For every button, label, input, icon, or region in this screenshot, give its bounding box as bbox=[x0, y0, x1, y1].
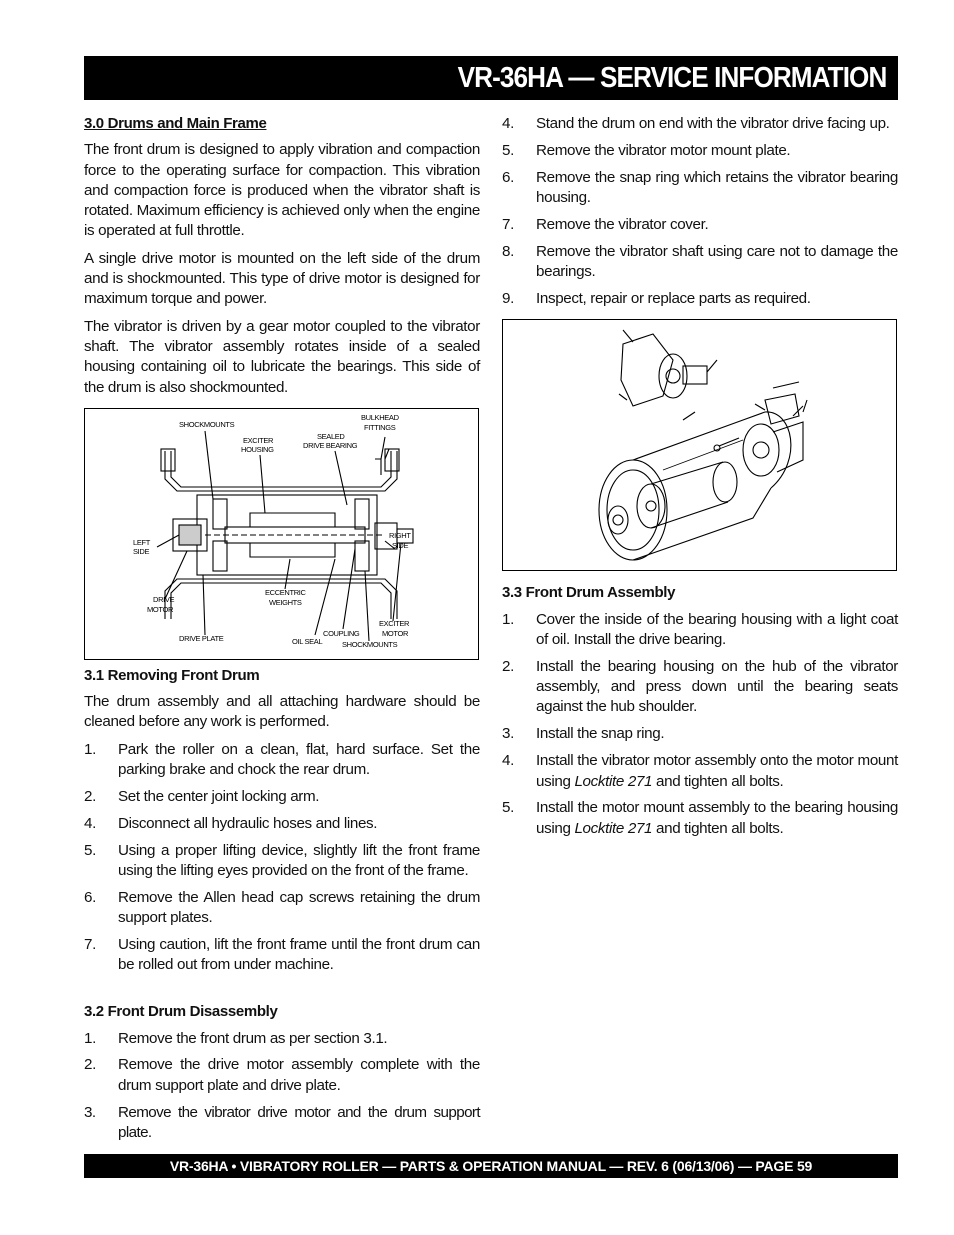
section-heading: 3.1 Removing Front Drum bbox=[84, 666, 260, 684]
list-item: 6. Remove the Allen head cap screws retaining the drum support plates. bbox=[84, 888, 480, 927]
list-item: 2. Remove the drive motor assembly complete with the drum support plate and drive plate. bbox=[84, 1056, 480, 1094]
label-eccentric-weights: WEIGHTS bbox=[269, 597, 302, 607]
label-exciter-housing: EXCITER bbox=[243, 435, 274, 445]
list-item: 3. Remove the vibrator drive motor and the drum support plate. bbox=[84, 1103, 480, 1141]
label-coupling: COUPLING bbox=[323, 628, 360, 638]
label-drive-motor: DRIVE bbox=[153, 594, 175, 604]
label-sealed-drive-bearing: SEALED bbox=[317, 431, 345, 441]
drum-exploded-figure bbox=[502, 319, 897, 571]
label-sealed-drive-bearing: DRIVE BEARING bbox=[303, 440, 358, 450]
label-bulkhead-fittings: FITTINGS bbox=[364, 422, 396, 432]
label-oil-seal: OIL SEAL bbox=[292, 636, 323, 646]
list-item: 6. Remove the snap ring which retains the vibrator bearing housing. bbox=[502, 168, 898, 207]
left-column bbox=[84, 114, 480, 1150]
list-item: 5. Using a proper lifting device, slightly lift the front frame using the lifting eyes provided on the front of the frame. bbox=[84, 841, 480, 880]
label-shockmounts: SHOCKMOUNTS bbox=[179, 419, 235, 429]
disassembly-steps-continued bbox=[502, 114, 898, 309]
page-footer bbox=[84, 1154, 898, 1178]
page-header bbox=[84, 56, 898, 100]
label-right-side: SIDE bbox=[392, 540, 409, 550]
paragraph: The vibrator is driven by a gear motor coupled to the vibrator shaft. The vibrator assembly rotates inside of a sealed housing containing oil to lubricate the bearings. This side of the drum is also shockmounted. bbox=[84, 317, 480, 396]
drum-cross-section-figure bbox=[84, 408, 479, 660]
list-item: 4. Stand the drum on end with the vibrator drive facing up. bbox=[502, 115, 890, 132]
list-item: 9. Inspect, repair or replace parts as required. bbox=[502, 290, 811, 308]
label-drive-plate: DRIVE PLATE bbox=[179, 633, 224, 643]
label-drive-motor: MOTOR bbox=[147, 604, 174, 614]
list-item: 5. Remove the vibrator motor mount plate. bbox=[502, 141, 791, 159]
drum-exploded-drawing bbox=[503, 320, 896, 570]
section-heading: 3.0 Drums and Main Frame bbox=[84, 115, 267, 132]
list-item: 1. Remove the front drum as per section 3.1. bbox=[84, 1029, 388, 1047]
label-left-side: SIDE bbox=[133, 546, 150, 556]
label-exciter-motor: EXCITER bbox=[379, 618, 410, 628]
assembly-steps-list bbox=[502, 610, 898, 839]
label-right-side: RIGHT bbox=[389, 530, 411, 540]
footer-text: VR-36HA • VIBRATORY ROLLER — PARTS & OPERATION MANUAL — REV. 6 (06/13/06) — PAGE 59 bbox=[169, 1158, 813, 1174]
list-item: 4. Install the vibrator motor assembly onto the motor mount using Locktite 271 and tighten all bolts. bbox=[502, 752, 898, 790]
list-item: 1. Cover the inside of the bearing housing with a light coat of oil. Install the drive bearing. bbox=[502, 610, 898, 648]
list-item: 3. Install the snap ring. bbox=[502, 725, 665, 743]
right-column bbox=[502, 114, 898, 846]
list-item: 2. Install the bearing housing on the hub of the vibrator assembly, and press down until the bearing seats against the hub shoulder. bbox=[502, 657, 898, 716]
label-shockmounts-bottom: SHOCKMOUNTS bbox=[342, 639, 398, 649]
list-item: 2. Set the center joint locking arm. bbox=[84, 787, 320, 805]
label-exciter-motor: MOTOR bbox=[382, 628, 409, 638]
list-item: 5. Install the motor mount assembly to the bearing housing using Locktite 271 and tighten all bolts. bbox=[502, 799, 898, 837]
list-item: 7. Using caution, lift the front frame until the front drum can be rolled out from under machine. bbox=[84, 936, 480, 974]
label-eccentric-weights: ECCENTRIC bbox=[265, 587, 306, 597]
list-item: 1. Park the roller on a clean, flat, hard surface. Set the parking brake and chock the rear drum. bbox=[84, 740, 480, 779]
list-item: 8. Remove the vibrator shaft using care not to damage the bearings. bbox=[502, 242, 898, 281]
label-exciter-housing: HOUSING bbox=[241, 444, 274, 454]
paragraph: The drum assembly and all attaching hardware should be cleaned before any work is performed. bbox=[84, 693, 480, 731]
paragraph: The front drum is designed to apply vibration and compaction force to the operating surface for compaction. This vibration and compaction force is produced when the vibrator shaft is rotated. Maximum efficiency is achieved only when the engine is operated at full throttle. bbox=[84, 141, 480, 240]
list-item: 7. Remove the vibrator cover. bbox=[502, 215, 709, 233]
section-heading: 3.3 Front Drum Assembly bbox=[502, 584, 676, 602]
label-bulkhead-fittings: BULKHEAD bbox=[361, 412, 399, 422]
drum-cross-section-drawing bbox=[85, 409, 478, 659]
label-left-side: LEFT bbox=[133, 537, 150, 547]
removal-steps-list bbox=[84, 740, 480, 976]
section-heading: 3.2 Front Drum Disassembly bbox=[84, 1003, 278, 1021]
list-item: 4. Disconnect all hydraulic hoses and lines. bbox=[84, 814, 378, 832]
disassembly-steps-list bbox=[84, 1029, 480, 1144]
paragraph: A single drive motor is mounted on the left side of the drum and is shockmounted. This type of drive motor is designed for maximum torque and power. bbox=[84, 249, 480, 308]
page-title: VR-36HA — SERVICE INFORMATION bbox=[457, 62, 886, 94]
